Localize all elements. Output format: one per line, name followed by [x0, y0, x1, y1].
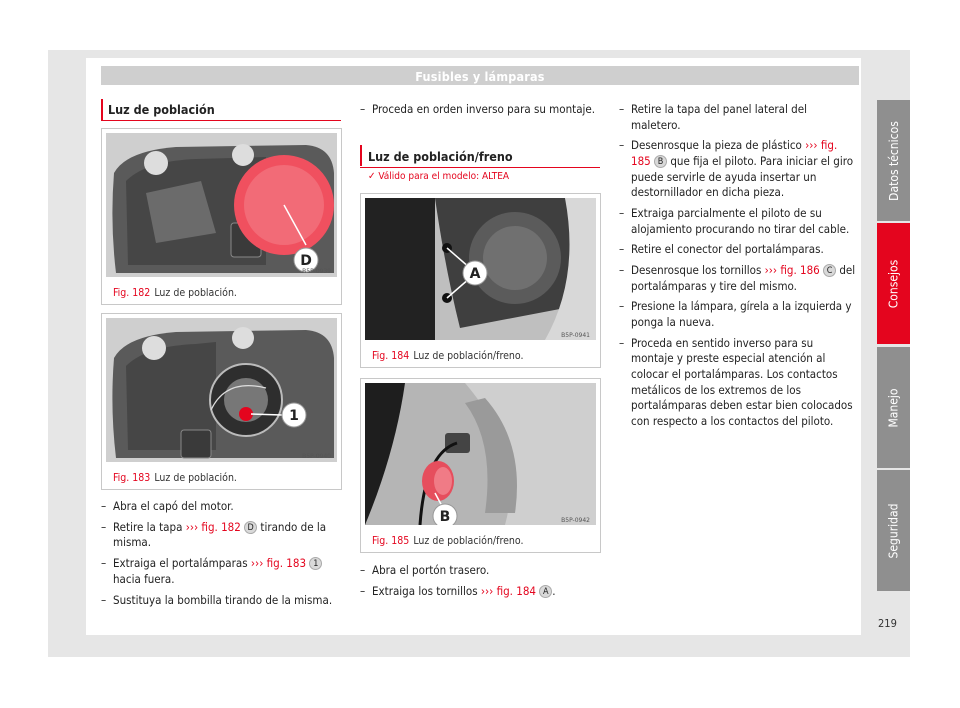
figure-182	[101, 128, 342, 305]
steps-list-1	[101, 499, 341, 613]
caption-text: Luz de población.	[154, 472, 237, 484]
figure-caption	[113, 472, 237, 484]
tab-datos-tecnicos[interactable]	[877, 100, 910, 221]
step-text: tirando de la misma.	[113, 519, 327, 550]
bulb-holder-illustration	[106, 318, 337, 462]
image-code: B5P-0940	[302, 453, 331, 460]
check-icon: ✓	[368, 171, 376, 182]
list-item: – Proceda en sentido inverso para su montaje y preste especial atención al colocar el portalámparas. Los contactos metálicos de los extremos de los portalámparas deben estar bien colocados con respecto a los contactos del piloto.	[619, 335, 853, 428]
steps-list-2a	[360, 102, 600, 123]
tab-manejo[interactable]	[877, 347, 910, 468]
section-rule	[101, 120, 341, 121]
step-text: Desenrosque los tornillos	[631, 263, 765, 278]
rear-light-screws-illustration	[365, 198, 596, 340]
figure-link[interactable]: ››› fig. 183	[250, 556, 307, 571]
model-validity	[368, 171, 509, 182]
list-item: – Extraiga el portalámparas ››› fig. 183 1 hacia fuera.	[101, 556, 341, 587]
caption-text: Luz de población/freno.	[413, 535, 524, 547]
marker-badge: A	[539, 585, 552, 598]
list-item: – Desenrosque los tornillos ››› fig. 186 C del portalámparas y tire del mismo.	[619, 263, 856, 293]
tab-seguridad[interactable]	[877, 470, 910, 591]
steps-list-2b	[360, 563, 600, 605]
step-text: Presione la lámpara, gírela a la izquierda y ponga la nueva.	[631, 299, 852, 330]
list-item: – Abra el capó del motor.	[101, 499, 234, 513]
step-text: Sustituya la bombilla tirando de la misma.	[113, 592, 333, 607]
figure-link[interactable]: ››› fig. 184	[480, 583, 536, 598]
tab-label: Seguridad	[886, 503, 901, 558]
figure-marker: A	[469, 266, 481, 282]
step-text: que fija el piloto. Para iniciar el giro puede servirle de ayuda insertar un destornillador en dicha pieza.	[631, 153, 854, 200]
chapter-header	[101, 66, 859, 85]
figure-marker: B	[439, 509, 451, 525]
figure-number: Fig. 185	[372, 535, 410, 547]
figure-185	[360, 378, 601, 553]
tab-label: Consejos	[886, 259, 901, 308]
figure-caption	[113, 287, 237, 299]
list-item: – Retire la tapa del panel lateral del maletero.	[619, 102, 807, 132]
list-item: – Retire el conector del portalámparas.	[619, 242, 824, 257]
image-code: B5P-0941	[561, 332, 590, 339]
figure-caption	[372, 350, 524, 362]
figure-184	[360, 193, 601, 368]
figure-link[interactable]: ››› fig. 182	[185, 519, 241, 534]
image-code: B5P-0942	[561, 517, 590, 524]
figure-number: Fig. 184	[372, 350, 410, 362]
list-item: – Presione la lámpara, gírela a la izquierda y ponga la nueva.	[619, 299, 852, 330]
step-text: hacia fuera.	[113, 571, 175, 586]
marker-badge: 1	[309, 557, 322, 570]
step-text: Extraiga parcialmente el piloto de su alojamiento procurando no tirar del cable.	[631, 205, 850, 236]
step-text: Proceda en sentido inverso para su montaje y preste especial atención al colocar el portalámparas. Los contactos metálicos de los extremos de los portalámparas deben estar bien colocados con respecto a los contactos del piloto.	[631, 335, 853, 428]
step-text: Retire la tapa	[113, 519, 186, 534]
step-text: Extraiga el portalámparas	[113, 556, 251, 571]
caption-text: Luz de población/freno.	[413, 350, 524, 362]
step-text: Retire el conector del portalámparas.	[631, 242, 824, 257]
step-text: Abra el capó del motor.	[113, 499, 234, 513]
list-item: – Extraiga los tornillos ››› fig. 184 A .	[360, 583, 556, 598]
section-title-luz-poblacion: Luz de población	[108, 102, 215, 117]
list-item: – Desenrosque la pieza de plástico ››› fig. 185 B que fija el piloto. Para iniciar el giro puede servirle de ayuda insertar un destornillador en dicha pieza.	[619, 138, 854, 200]
chapter-title: Fusibles y lámparas	[415, 69, 545, 84]
step-text: Proceda en orden inverso para su montaje.	[372, 102, 596, 116]
list-item: – Extraiga parcialmente el piloto de su alojamiento procurando no tirar del cable.	[619, 205, 850, 236]
figure-number: Fig. 182	[113, 287, 151, 299]
figure-183	[101, 313, 342, 490]
step-text: del portalámparas y tire del mismo.	[631, 263, 856, 293]
step-text: .	[552, 583, 556, 598]
list-item: – Proceda en orden inverso para su montaje.	[360, 102, 596, 116]
tab-label: Datos técnicos	[886, 120, 901, 201]
headlight-cover-illustration	[106, 133, 337, 277]
list-item: – Abra el portón trasero.	[360, 563, 490, 577]
figure-number: Fig. 183	[113, 472, 151, 484]
caption-text: Luz de población.	[154, 287, 237, 299]
figure-link[interactable]: ››› fig. 185	[631, 138, 838, 168]
tab-label: Manejo	[886, 387, 901, 428]
step-text: Abra el portón trasero.	[372, 563, 490, 577]
plastic-piece-illustration	[365, 383, 596, 525]
section-rule	[360, 167, 600, 168]
image-code: B5P-0939	[302, 268, 331, 275]
step-text: Desenrosque la pieza de plástico	[631, 138, 806, 153]
marker-badge: D	[244, 521, 257, 534]
list-item: – Sustituya la bombilla tirando de la misma.	[101, 592, 333, 607]
section-marker	[360, 145, 362, 166]
step-text: Extraiga los tornillos	[372, 583, 481, 598]
figure-link[interactable]: ››› fig. 186	[764, 263, 820, 278]
section-title-luz-poblacion-freno: Luz de población/freno	[368, 149, 513, 164]
figure-marker: 1	[289, 408, 299, 424]
list-item: – Retire la tapa ››› fig. 182 D tirando de la misma.	[101, 519, 327, 550]
marker-badge: C	[823, 264, 836, 277]
validity-text: Válido para el modelo: ALTEA	[378, 171, 510, 182]
figure-caption	[372, 535, 524, 547]
tab-consejos[interactable]	[877, 223, 910, 344]
figure-marker: D	[300, 253, 312, 269]
section-marker	[101, 99, 103, 120]
steps-list-3	[619, 102, 859, 435]
page-number: 219	[878, 617, 897, 630]
marker-badge: B	[654, 155, 667, 168]
step-text: Retire la tapa del panel lateral del maletero.	[631, 102, 807, 132]
